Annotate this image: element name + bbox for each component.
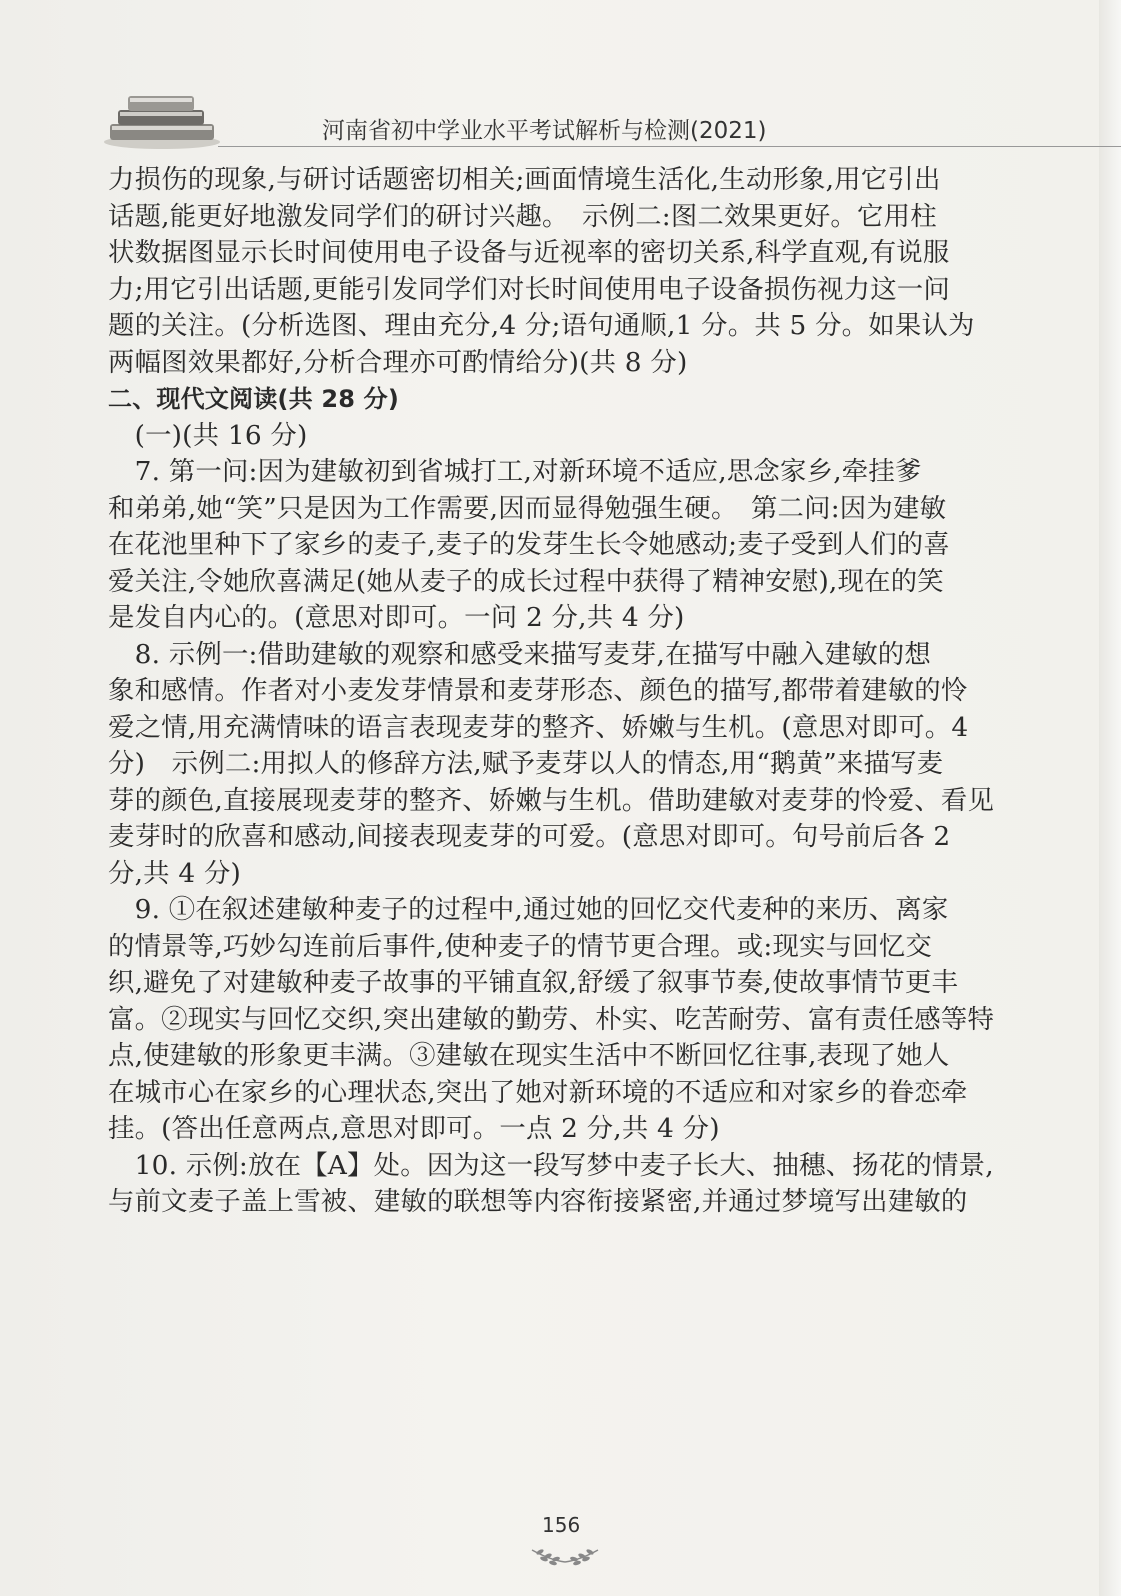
text-line: 织,避免了对建敏种麦子故事的平铺直叙,舒缓了叙事节奏,使故事情节更丰	[108, 967, 959, 998]
header-divider	[218, 146, 1121, 147]
text-line: 力损伤的现象,与研讨话题密切相关;画面情境生活化,生动形象,用它引出	[108, 164, 941, 195]
text-line: 是发自内心的。(意思对即可。一问 2 分,共 4 分)	[108, 602, 685, 633]
text-line: 力;用它引出话题,更能引发同学们对长时间使用电子设备损伤视力这一问	[108, 273, 950, 305]
page-edge	[1099, 0, 1121, 1596]
text-line: 爱之情,用充满情味的语言表现麦芽的整齐、娇嫩与生机。(意思对即可。4	[108, 711, 969, 743]
text-line: 状数据图显示长时间使用电子设备与近视率的密切关系,科学直观,有说服	[108, 237, 950, 268]
text-line: 富。②现实与回忆交织,突出建敏的勤劳、朴实、吃苦耐劳、富有责任感等特	[108, 1003, 995, 1035]
subsection-heading: (一)(共 16 分)	[108, 419, 308, 451]
text-line: 两幅图效果都好,分析合理亦可酌情给分)(共 8 分)	[108, 346, 688, 378]
text-line: 在城市心在家乡的心理状态,突出了她对新环境的不适应和对家乡的眷恋牵	[108, 1076, 968, 1108]
books-stack-icon	[100, 86, 220, 150]
text-line: 分,共 4 分)	[108, 857, 242, 889]
text-line: 8. 示例一:借助建敏的观察和感受来描写麦芽,在描写中融入建敏的想	[108, 638, 931, 670]
text-line: 象和感情。作者对小麦发芽情景和麦芽形态、颜色的描写,都带着建敏的怜	[108, 675, 968, 706]
answer-text-body	[108, 162, 1044, 1221]
text-line: 10. 示例:放在【A】处。因为这一段写梦中麦子长大、抽穗、扬花的情景,	[108, 1149, 994, 1181]
text-line: 的情景等,巧妙勾连前后事件,使种麦子的情节更合理。或:现实与回忆交	[108, 930, 932, 962]
page-header	[100, 80, 1100, 150]
text-line: 9. ①在叙述建敏种麦子的过程中,通过她的回忆交代麦种的来历、离家	[108, 894, 949, 925]
section-heading: 二、现代文阅读(共 28 分)	[108, 385, 400, 413]
text-line: 挂。(答出任意两点,意思对即可。一点 2 分,共 4 分)	[108, 1113, 720, 1144]
text-line: 点,使建敏的形象更丰满。③建敏在现实生活中不断回忆往事,表现了她人	[108, 1040, 950, 1071]
text-line: 话题,能更好地激发同学们的研讨兴趣。 示例二:图二效果更好。它用柱	[108, 200, 937, 232]
text-line: 题的关注。(分析选图、理由充分,4 分;语句通顺,1 分。共 5 分。如果认为	[108, 310, 975, 341]
header-title: 河南省初中学业水平考试解析与检测(2021)	[322, 118, 767, 144]
text-line: 在花池里种下了家乡的麦子,麦子的发芽生长令她感动;麦子受到人们的喜	[108, 529, 950, 560]
text-line: 麦芽时的欣喜和感动,间接表现麦芽的可爱。(意思对即可。句号前后各 2	[108, 821, 951, 852]
text-line: 与前文麦子盖上雪被、建敏的联想等内容衔接紧密,并通过梦境写出建敏的	[108, 1186, 968, 1217]
text-line: 芽的颜色,直接展现麦芽的整齐、娇嫩与生机。借助建敏对麦芽的怜爱、看见	[108, 784, 995, 816]
laurel-ornament-icon	[520, 1542, 610, 1568]
page-number: 156	[542, 1513, 581, 1537]
text-line: 和弟弟,她“笑”只是因为工作需要,因而显得勉强生硬。 第二问:因为建敏	[108, 492, 947, 524]
text-line: 分) 示例二:用拟人的修辞方法,赋予麦芽以人的情态,用“鹅黄”来描写麦	[108, 748, 944, 779]
text-line: 爱关注,令她欣喜满足(她从麦子的成长过程中获得了精神安慰),现在的笑	[108, 565, 944, 597]
text-line: 7. 第一问:因为建敏初到省城打工,对新环境不适应,思念家乡,牵挂爹	[108, 456, 922, 487]
